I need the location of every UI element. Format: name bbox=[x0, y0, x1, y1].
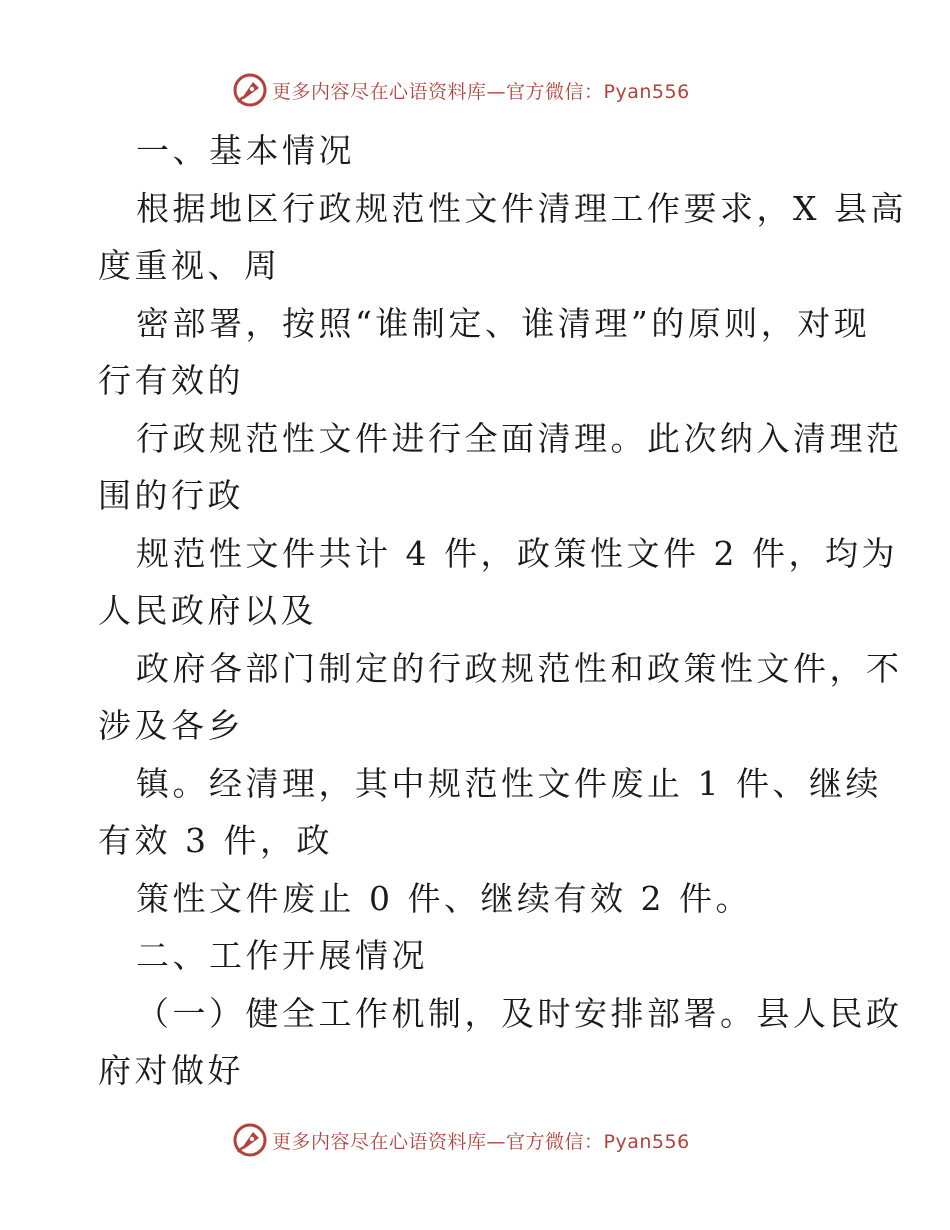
watermark-text: 更多内容尽在心语资料库—官方微信：Pyan556 bbox=[272, 1130, 690, 1153]
paragraph-line: 根据地区行政规范性文件清理工作要求，X 县高 bbox=[136, 188, 907, 228]
paragraph-line: 行政规范性文件进行全面清理。此次纳入清理范 bbox=[136, 418, 903, 458]
paragraph-line: 涉及各乡 bbox=[98, 706, 244, 745]
paragraph-line: 行有效的 bbox=[98, 361, 244, 400]
paragraph-line: 规范性文件共计 4 件，政策性文件 2 件，均为 bbox=[136, 533, 898, 573]
pen-nib-logo-icon bbox=[232, 1122, 268, 1158]
paragraph-line: 镇。经清理，其中规范性文件废止 1 件、继续 bbox=[136, 763, 882, 803]
paragraph-line: 围的行政 bbox=[98, 476, 244, 515]
paragraph-line: 人民政府以及 bbox=[98, 591, 317, 630]
paragraph-line: （一）健全工作机制，及时安排部署。县人民政 bbox=[136, 993, 903, 1033]
paragraph-line: 府对做好 bbox=[98, 1051, 244, 1090]
section-heading: 二、工作开展情况 bbox=[136, 936, 428, 975]
section-heading: 一、基本情况 bbox=[136, 131, 355, 170]
paragraph-line: 策性文件废止 0 件、继续有效 2 件。 bbox=[136, 878, 752, 918]
paragraph-line: 度重视、周 bbox=[98, 246, 281, 285]
pen-nib-logo-icon bbox=[232, 72, 268, 108]
paragraph-line: 政府各部门制定的行政规范性和政策性文件，不 bbox=[136, 648, 903, 688]
watermark-banner-bottom bbox=[232, 1122, 752, 1158]
paragraph-line: 有效 3 件，政 bbox=[98, 821, 333, 860]
paragraph-line: 密部署，按照“谁制定、谁清理”的原则，对现 bbox=[136, 303, 871, 343]
document-body bbox=[98, 122, 907, 1100]
watermark-text: 更多内容尽在心语资料库—官方微信：Pyan556 bbox=[272, 80, 690, 103]
watermark-banner-top bbox=[232, 72, 752, 108]
